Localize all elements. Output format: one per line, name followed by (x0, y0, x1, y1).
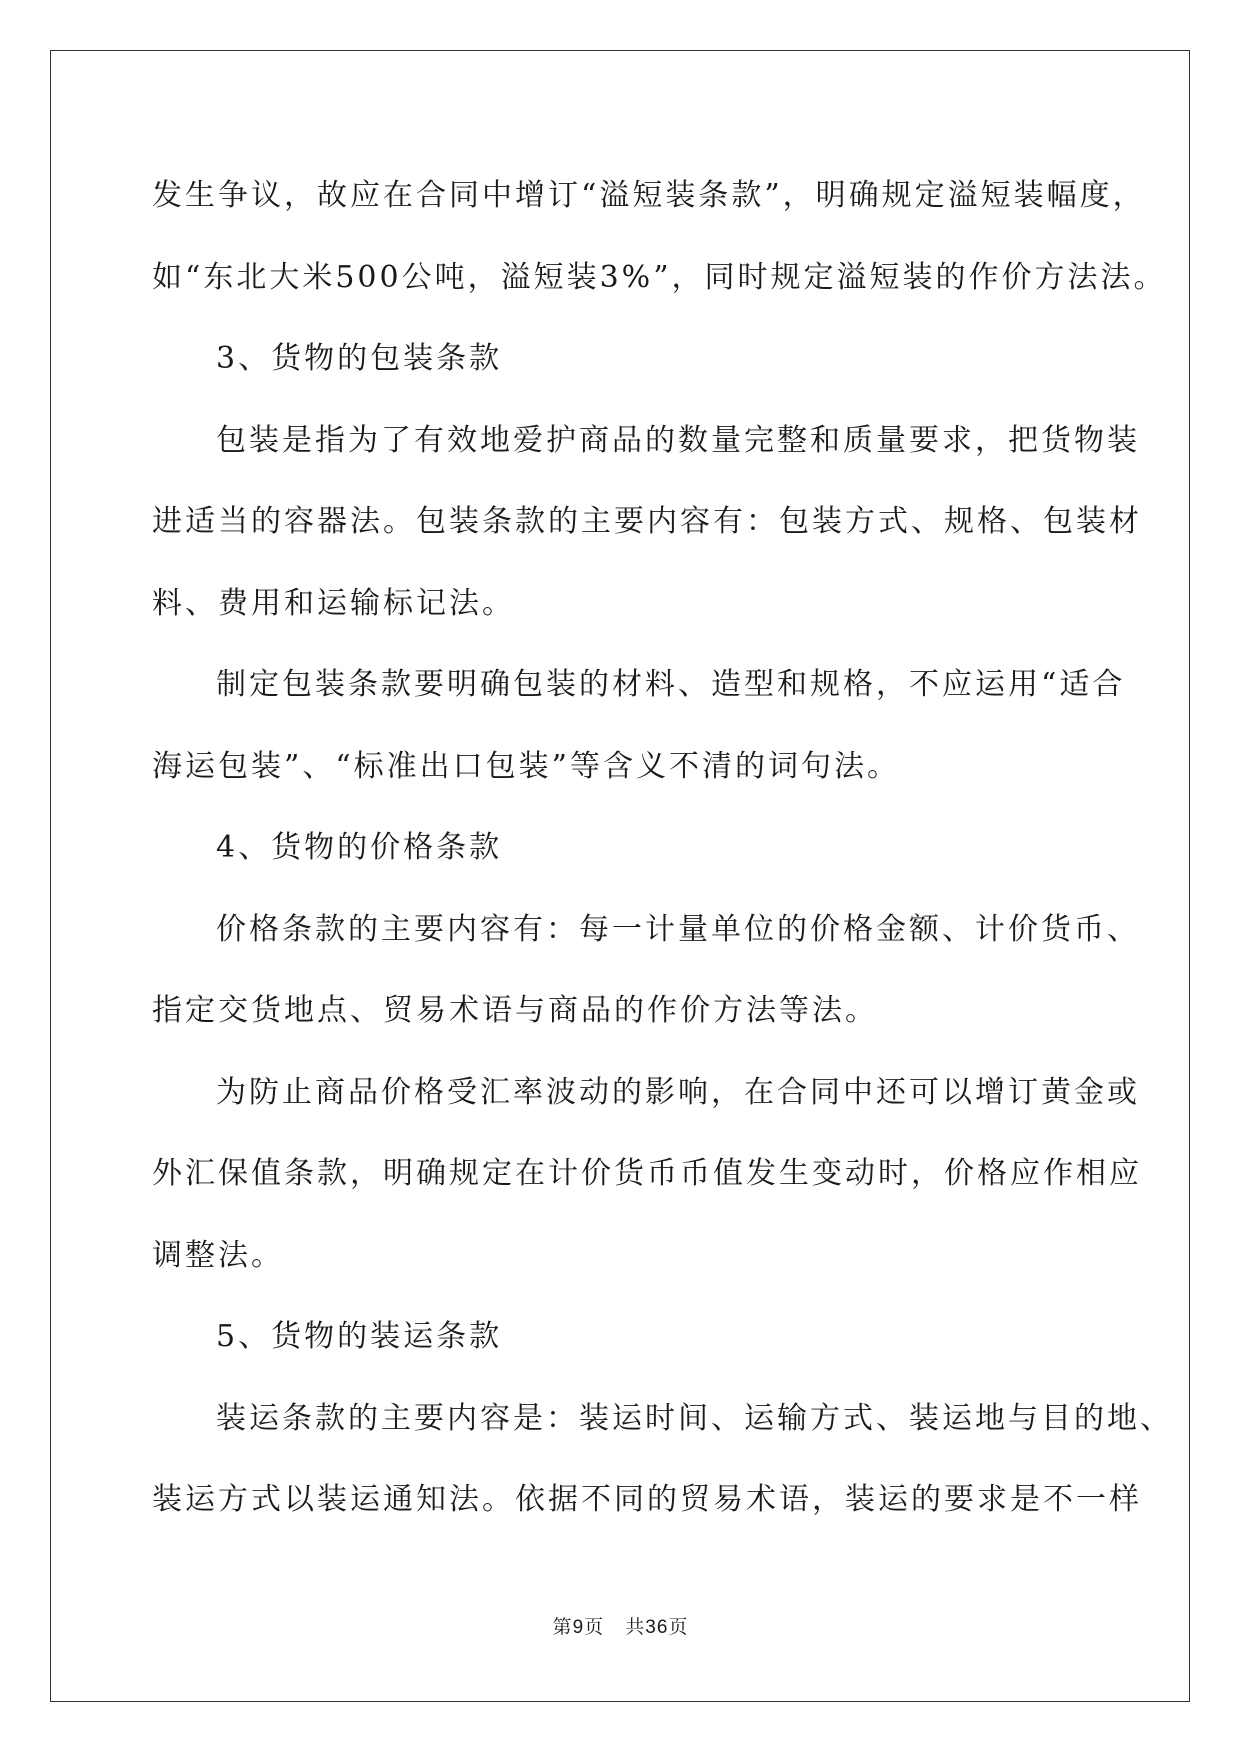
footer-total-prefix: 共 (625, 1616, 646, 1638)
text-line: 发生争议，故应在合同中增订“溢短装条款”，明确规定溢短装幅度， (152, 178, 1146, 213)
text-line: 海运包装”、“标准出口包装”等含义不清的词句法。 (152, 748, 901, 784)
text-line: 指定交货地点、贸易术语与商品的作价方法等法。 (152, 993, 878, 1028)
current-page-number: 9 (572, 1617, 585, 1638)
section-heading: 3、货物的包装条款 (216, 341, 503, 376)
text-line: 调整法。 (152, 1237, 284, 1273)
text-line: 制定包装条款要明确包装的材料、造型和规格，不应运用“适合 (216, 667, 1126, 702)
text-line: 外汇保值条款，明确规定在计价货币币值发生变动时，价格应作相应 (152, 1156, 1142, 1191)
footer-prefix: 第 (552, 1616, 573, 1638)
text-line: 价格条款的主要内容有：每一计量单位的价格金额、计价货币、 (216, 911, 1140, 947)
section-heading: 5、货物的装运条款 (216, 1319, 503, 1354)
total-pages-number: 36 (645, 1617, 669, 1638)
document-body (152, 155, 1173, 1541)
text-line: 包装是指为了有效地爱护商品的数量完整和质量要求，把货物装 (216, 422, 1140, 458)
page-footer (0, 1612, 1241, 1639)
text-line: 如“东北大米500公吨，溢短装3%”，同时规定溢短装的作价方法法。 (152, 259, 1167, 295)
text-line: 料、费用和运输标记法。 (152, 585, 515, 621)
footer-page-word: 页 (584, 1616, 605, 1638)
text-line: 进适当的容器法。包装条款的主要内容有：包装方式、规格、包装材 (152, 504, 1142, 539)
section-heading: 4、货物的价格条款 (216, 830, 503, 865)
text-line: 装运方式以装运通知法。依据不同的贸易术语，装运的要求是不一样 (152, 1482, 1142, 1517)
text-line: 为防止商品价格受汇率波动的影响，在合同中还可以增订黄金或 (216, 1074, 1140, 1110)
text-line: 装运条款的主要内容是：装运时间、运输方式、装运地与目的地、 (216, 1400, 1173, 1436)
footer-total-suffix: 页 (668, 1616, 689, 1638)
